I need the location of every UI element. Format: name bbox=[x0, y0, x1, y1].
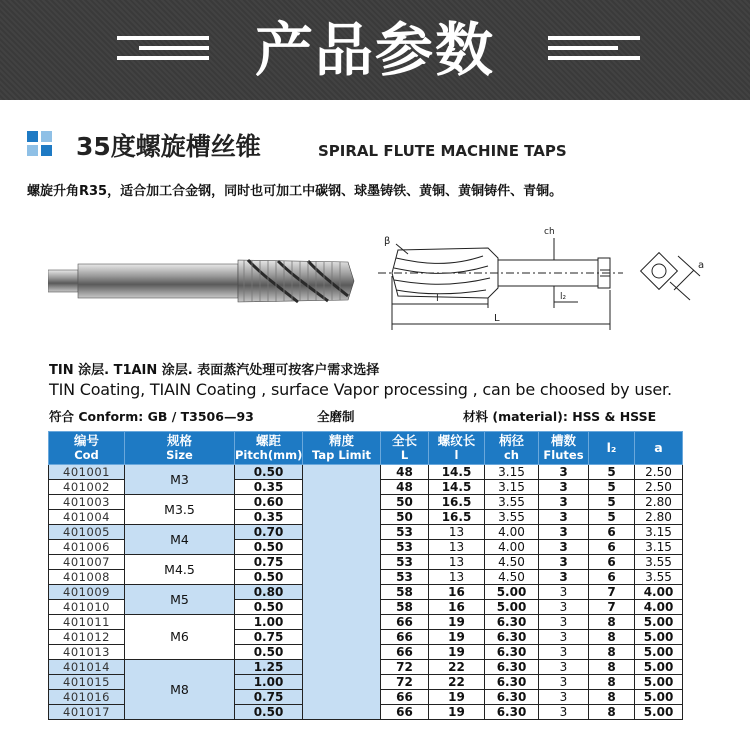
cell-pitch: 0.35 bbox=[235, 480, 303, 495]
cell-L: 66 bbox=[381, 630, 429, 645]
table-header-row bbox=[49, 432, 683, 465]
cell-ch: 6.30 bbox=[485, 690, 539, 705]
cell-flutes: 3 bbox=[539, 480, 589, 495]
cell-ch: 4.50 bbox=[485, 555, 539, 570]
drawing-label-l2: l₂ bbox=[560, 292, 567, 302]
cell-size: M4 bbox=[125, 525, 235, 555]
cell-flutes: 3 bbox=[539, 615, 589, 630]
cell-flutes: 3 bbox=[539, 525, 589, 540]
cell-cod: 401001 bbox=[49, 465, 125, 480]
cell-l: 16.5 bbox=[429, 495, 485, 510]
cell-size: M8 bbox=[125, 660, 235, 720]
cell-l: 22 bbox=[429, 660, 485, 675]
cell-a: 2.80 bbox=[635, 510, 683, 525]
cell-l: 19 bbox=[429, 630, 485, 645]
cell-a: 5.00 bbox=[635, 660, 683, 675]
cell-l2: 8 bbox=[589, 675, 635, 690]
cell-pitch: 0.50 bbox=[235, 645, 303, 660]
cell-ch: 5.00 bbox=[485, 585, 539, 600]
header-size: 规格 Size bbox=[125, 432, 235, 465]
product-description: 螺旋升角R35，适合加工合金钢，同时也可加工中碳钢、球墨铸铁、黄铜、黄铜铸件、青铜。 bbox=[27, 184, 563, 199]
cell-ch: 4.00 bbox=[485, 540, 539, 555]
cell-cod: 401007 bbox=[49, 555, 125, 570]
cell-l2: 6 bbox=[589, 555, 635, 570]
cell-cod: 401016 bbox=[49, 690, 125, 705]
cell-L: 53 bbox=[381, 555, 429, 570]
header-pitch: 螺距 Pitch(mm) bbox=[235, 432, 303, 465]
cell-pitch: 0.50 bbox=[235, 705, 303, 720]
cell-a: 5.00 bbox=[635, 705, 683, 720]
cell-L: 66 bbox=[381, 615, 429, 630]
drawing-label-l: l bbox=[436, 293, 439, 304]
cell-l: 19 bbox=[429, 705, 485, 720]
cell-flutes: 3 bbox=[539, 600, 589, 615]
cell-pitch: 0.50 bbox=[235, 540, 303, 555]
cell-a: 2.50 bbox=[635, 465, 683, 480]
cell-size: M3.5 bbox=[125, 495, 235, 525]
cell-a: 3.15 bbox=[635, 540, 683, 555]
cell-ch: 6.30 bbox=[485, 645, 539, 660]
cell-l: 13 bbox=[429, 555, 485, 570]
cell-flutes: 3 bbox=[539, 510, 589, 525]
cell-a: 4.00 bbox=[635, 600, 683, 615]
cell-cod: 401017 bbox=[49, 705, 125, 720]
cell-cod: 401004 bbox=[49, 510, 125, 525]
cell-cod: 401012 bbox=[49, 630, 125, 645]
cell-l: 16 bbox=[429, 600, 485, 615]
header-L: 全长 L bbox=[381, 432, 429, 465]
material-note: 材料 (material): HSS & HSSE bbox=[463, 409, 657, 424]
cell-pitch: 0.75 bbox=[235, 690, 303, 705]
cell-flutes: 3 bbox=[539, 660, 589, 675]
cell-l2: 7 bbox=[589, 600, 635, 615]
cell-size: M5 bbox=[125, 585, 235, 615]
cell-l2: 8 bbox=[589, 705, 635, 720]
cell-pitch: 0.60 bbox=[235, 495, 303, 510]
cell-cod: 401003 bbox=[49, 495, 125, 510]
decorative-lines-right bbox=[548, 36, 648, 70]
cell-l2: 6 bbox=[589, 570, 635, 585]
cell-L: 48 bbox=[381, 480, 429, 495]
cell-a: 4.00 bbox=[635, 585, 683, 600]
cell-pitch: 0.50 bbox=[235, 600, 303, 615]
cell-flutes: 3 bbox=[539, 675, 589, 690]
tap-photo bbox=[48, 246, 358, 316]
cell-L: 72 bbox=[381, 675, 429, 690]
cell-l2: 8 bbox=[589, 615, 635, 630]
banner bbox=[0, 0, 750, 100]
cell-l: 16.5 bbox=[429, 510, 485, 525]
cell-flutes: 3 bbox=[539, 495, 589, 510]
drawing-label-a: a bbox=[698, 260, 705, 271]
cell-flutes: 3 bbox=[539, 570, 589, 585]
cell-pitch: 0.80 bbox=[235, 585, 303, 600]
cell-l2: 8 bbox=[589, 630, 635, 645]
conform-standard: 符合 Conform: GB / T3506—93 bbox=[49, 409, 254, 424]
cell-a: 2.50 bbox=[635, 480, 683, 495]
cell-a: 3.55 bbox=[635, 555, 683, 570]
cell-ch: 4.50 bbox=[485, 570, 539, 585]
cell-pitch: 1.00 bbox=[235, 615, 303, 630]
cell-L: 53 bbox=[381, 540, 429, 555]
cell-ch: 3.15 bbox=[485, 480, 539, 495]
cell-l: 16 bbox=[429, 585, 485, 600]
drawing-label-L: L bbox=[494, 313, 500, 324]
cell-l2: 5 bbox=[589, 480, 635, 495]
cell-cod: 401013 bbox=[49, 645, 125, 660]
coating-note-cn: TIN 涂层. T1AIN 涂层. 表面蒸汽处理可按客户需求选择 bbox=[49, 363, 380, 378]
cell-L: 66 bbox=[381, 690, 429, 705]
coating-note-en: TIN Coating, TIAIN Coating , surface Vapor processing , can be choosed by user. bbox=[49, 380, 672, 399]
header-ch: 柄径 ch bbox=[485, 432, 539, 465]
cell-cod: 401015 bbox=[49, 675, 125, 690]
cell-size: M6 bbox=[125, 615, 235, 660]
cell-l: 13 bbox=[429, 540, 485, 555]
cell-ch: 3.55 bbox=[485, 510, 539, 525]
cell-flutes: 3 bbox=[539, 555, 589, 570]
cell-a: 5.00 bbox=[635, 630, 683, 645]
table-row bbox=[49, 465, 683, 480]
cell-l2: 8 bbox=[589, 660, 635, 675]
cell-size: M4.5 bbox=[125, 555, 235, 585]
cell-cod: 401002 bbox=[49, 480, 125, 495]
cell-flutes: 3 bbox=[539, 465, 589, 480]
cell-l2: 5 bbox=[589, 465, 635, 480]
cell-l2: 8 bbox=[589, 645, 635, 660]
spec-table bbox=[48, 431, 683, 720]
cell-ch: 6.30 bbox=[485, 675, 539, 690]
header-a: a bbox=[635, 432, 683, 465]
cell-cod: 401009 bbox=[49, 585, 125, 600]
cell-ch: 6.30 bbox=[485, 705, 539, 720]
cell-pitch: 0.50 bbox=[235, 465, 303, 480]
cell-ch: 6.30 bbox=[485, 660, 539, 675]
cell-l: 19 bbox=[429, 615, 485, 630]
cell-tap-limit bbox=[303, 465, 381, 720]
cell-cod: 401014 bbox=[49, 660, 125, 675]
cell-ch: 5.00 bbox=[485, 600, 539, 615]
cell-l2: 8 bbox=[589, 690, 635, 705]
drawing-label-ch: ch bbox=[544, 227, 555, 237]
header-l: 螺纹长 l bbox=[429, 432, 485, 465]
cell-l2: 5 bbox=[589, 495, 635, 510]
cell-L: 50 bbox=[381, 495, 429, 510]
drawing-label-beta: β bbox=[384, 236, 391, 247]
header-flutes: 槽数 Flutes bbox=[539, 432, 589, 465]
cell-a: 3.55 bbox=[635, 570, 683, 585]
header-cod: 编号 Cod bbox=[49, 432, 125, 465]
cell-L: 58 bbox=[381, 600, 429, 615]
cell-l: 14.5 bbox=[429, 480, 485, 495]
cell-L: 72 bbox=[381, 660, 429, 675]
cell-l2: 7 bbox=[589, 585, 635, 600]
cell-cod: 401006 bbox=[49, 540, 125, 555]
cell-a: 5.00 bbox=[635, 675, 683, 690]
cell-L: 66 bbox=[381, 645, 429, 660]
cell-flutes: 3 bbox=[539, 585, 589, 600]
cell-L: 48 bbox=[381, 465, 429, 480]
cell-L: 58 bbox=[381, 585, 429, 600]
cell-flutes: 3 bbox=[539, 705, 589, 720]
cell-pitch: 1.00 bbox=[235, 675, 303, 690]
cell-l: 19 bbox=[429, 690, 485, 705]
section-title-en: SPIRAL FLUTE MACHINE TAPS bbox=[318, 142, 567, 160]
cell-a: 5.00 bbox=[635, 690, 683, 705]
cell-l: 19 bbox=[429, 645, 485, 660]
cell-l2: 5 bbox=[589, 510, 635, 525]
cell-l: 14.5 bbox=[429, 465, 485, 480]
cell-cod: 401005 bbox=[49, 525, 125, 540]
cell-cod: 401008 bbox=[49, 570, 125, 585]
ground-note: 全磨制 bbox=[317, 409, 355, 424]
cell-pitch: 0.50 bbox=[235, 570, 303, 585]
tap-technical-drawing bbox=[378, 218, 708, 338]
cell-l: 13 bbox=[429, 525, 485, 540]
banner-title: 产品参数 bbox=[254, 16, 495, 84]
cell-pitch: 0.75 bbox=[235, 630, 303, 645]
section-squares-icon bbox=[27, 131, 53, 157]
cell-L: 50 bbox=[381, 510, 429, 525]
cell-L: 53 bbox=[381, 570, 429, 585]
cell-L: 53 bbox=[381, 525, 429, 540]
cell-pitch: 0.70 bbox=[235, 525, 303, 540]
cell-pitch: 0.35 bbox=[235, 510, 303, 525]
cell-flutes: 3 bbox=[539, 690, 589, 705]
cell-flutes: 3 bbox=[539, 630, 589, 645]
cell-flutes: 3 bbox=[539, 645, 589, 660]
cell-a: 5.00 bbox=[635, 645, 683, 660]
section-title-cn: 35度螺旋槽丝锥 bbox=[76, 132, 261, 161]
cell-ch: 6.30 bbox=[485, 630, 539, 645]
cell-ch: 4.00 bbox=[485, 525, 539, 540]
cell-flutes: 3 bbox=[539, 540, 589, 555]
cell-ch: 6.30 bbox=[485, 615, 539, 630]
cell-a: 5.00 bbox=[635, 615, 683, 630]
cell-l: 13 bbox=[429, 570, 485, 585]
cell-cod: 401010 bbox=[49, 600, 125, 615]
header-tap-limit: 精度 Tap Limit bbox=[303, 432, 381, 465]
cell-cod: 401011 bbox=[49, 615, 125, 630]
cell-a: 3.15 bbox=[635, 525, 683, 540]
cell-pitch: 0.75 bbox=[235, 555, 303, 570]
cell-ch: 3.15 bbox=[485, 465, 539, 480]
cell-pitch: 1.25 bbox=[235, 660, 303, 675]
cell-l2: 6 bbox=[589, 525, 635, 540]
cell-L: 66 bbox=[381, 705, 429, 720]
cell-l: 22 bbox=[429, 675, 485, 690]
header-l2: l₂ bbox=[589, 432, 635, 465]
cell-a: 2.80 bbox=[635, 495, 683, 510]
cell-l2: 6 bbox=[589, 540, 635, 555]
cell-size: M3 bbox=[125, 465, 235, 495]
cell-ch: 3.55 bbox=[485, 495, 539, 510]
